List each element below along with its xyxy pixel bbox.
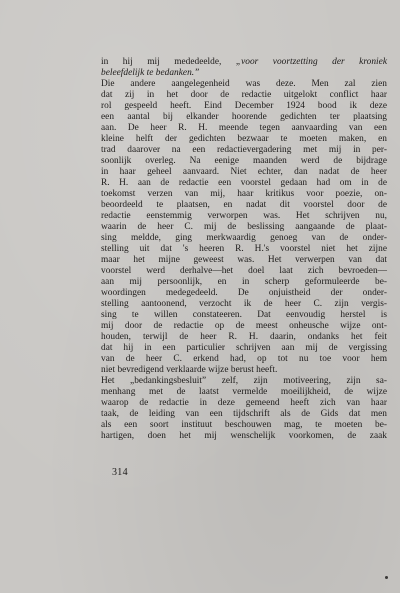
text-line: rol gespeeld heeft. Eind December 1924 bood ik deze [101, 101, 387, 111]
text-line: Die andere aangelegenheid was deze. Men zal zien [101, 79, 387, 89]
text-line: aan mij persoonlijk, en in scherp geformuleerde be- [101, 277, 387, 287]
text-line: beleefdelijk te bedanken.” [101, 68, 200, 78]
text-line: hartigen, doen het mij wenschelijk voorkomen, de zaak [101, 431, 387, 441]
text-line: een aantal bij elkander hoorende gedichten ter plaatsing [101, 112, 387, 122]
text-line: woordingen medegedeeld. De onjuistheid der onder- [101, 288, 387, 298]
text-line: sing meldde, ging merkwaardig genoeg van de onder- [101, 233, 387, 243]
text-line: waarop de redactie in deze gemeend heeft zich van haar [101, 398, 387, 408]
text-line: kleine helft der gedichten bezwaar te moeten maken, en [101, 134, 387, 144]
text-line: in haar geheel aanvaard. Niet echter, dan nadat de heer [101, 167, 387, 177]
text-line: stelling aantoonend, verzocht ik de heer C. zijn vergis- [101, 299, 387, 309]
page-number: 314 [112, 467, 128, 478]
text-line: Het „bedankingsbesluit” zelf, zijn motiveering, zijn sa- [101, 376, 387, 386]
text-line-italic: „voor voortzetting der kroniek [235, 57, 387, 67]
text-line: stelling uit dat 's heeren R. H.'s voorstel niet het zijne [101, 244, 387, 254]
text-line: maar het mijne geweest was. Het verwerpen van dat [101, 255, 387, 265]
scan-speck [385, 576, 388, 579]
text-line: waarin de heer C. mij de beslissing aangaande de plaat- [101, 222, 387, 232]
text-line: sing te willen constateeren. Dat eenvoudig herstel is [101, 310, 387, 320]
text-line: dat hij in een particulier schrijven aan mij de vergissing [101, 343, 387, 353]
text-line: redactie eenstemmig verworpen was. Het schrijven nu, [101, 211, 387, 221]
text-line: taak, de leiding van een tijdschrift als de Gids dat men [101, 409, 387, 419]
text-line: beoordeeld te plaatsen, en nadat dit voorstel door de [101, 200, 387, 210]
text-line: soonlijk overleg. Na eenige maanden werd de bijdrage [101, 156, 387, 166]
text-line: als een soort instituut beschouwen mag, te moeten be- [101, 420, 387, 430]
text-line: aan. De heer R. H. meende tegen aanvaarding van een [101, 123, 387, 133]
text-line: toekomst verzen van mij, haar kritikus voor poezie, on- [101, 189, 387, 199]
text-line: van de heer C. erkend had, op tot nu toe voor hem [101, 354, 387, 364]
text-line-roman: in hij mij mededeelde, [101, 57, 236, 67]
text-line: menhang met de laatst vermelde moeilijkheid, de wijze [101, 387, 387, 397]
text-line: houden, terwijl de heer R. H. daarin, ondanks het feit [101, 332, 387, 342]
text-line: dat zij in het door de redactie uitgelokt conflict haar [101, 90, 387, 100]
body-text [101, 57, 387, 442]
text-line: mij door de redactie op de meest onheusche wijze ont- [101, 321, 387, 331]
text-line: R. H. aan de redactie een voorstel gedaan had om in de [101, 178, 387, 188]
text-line [101, 57, 387, 68]
text-line: voorstel werd derhalve—het doel laat zich bevroeden— [101, 266, 387, 276]
text-line: trad daarover na een redactievergadering met mij in per- [101, 145, 387, 155]
text-line: niet bevredigend verklaarde wijze berust heeft. [101, 365, 278, 375]
